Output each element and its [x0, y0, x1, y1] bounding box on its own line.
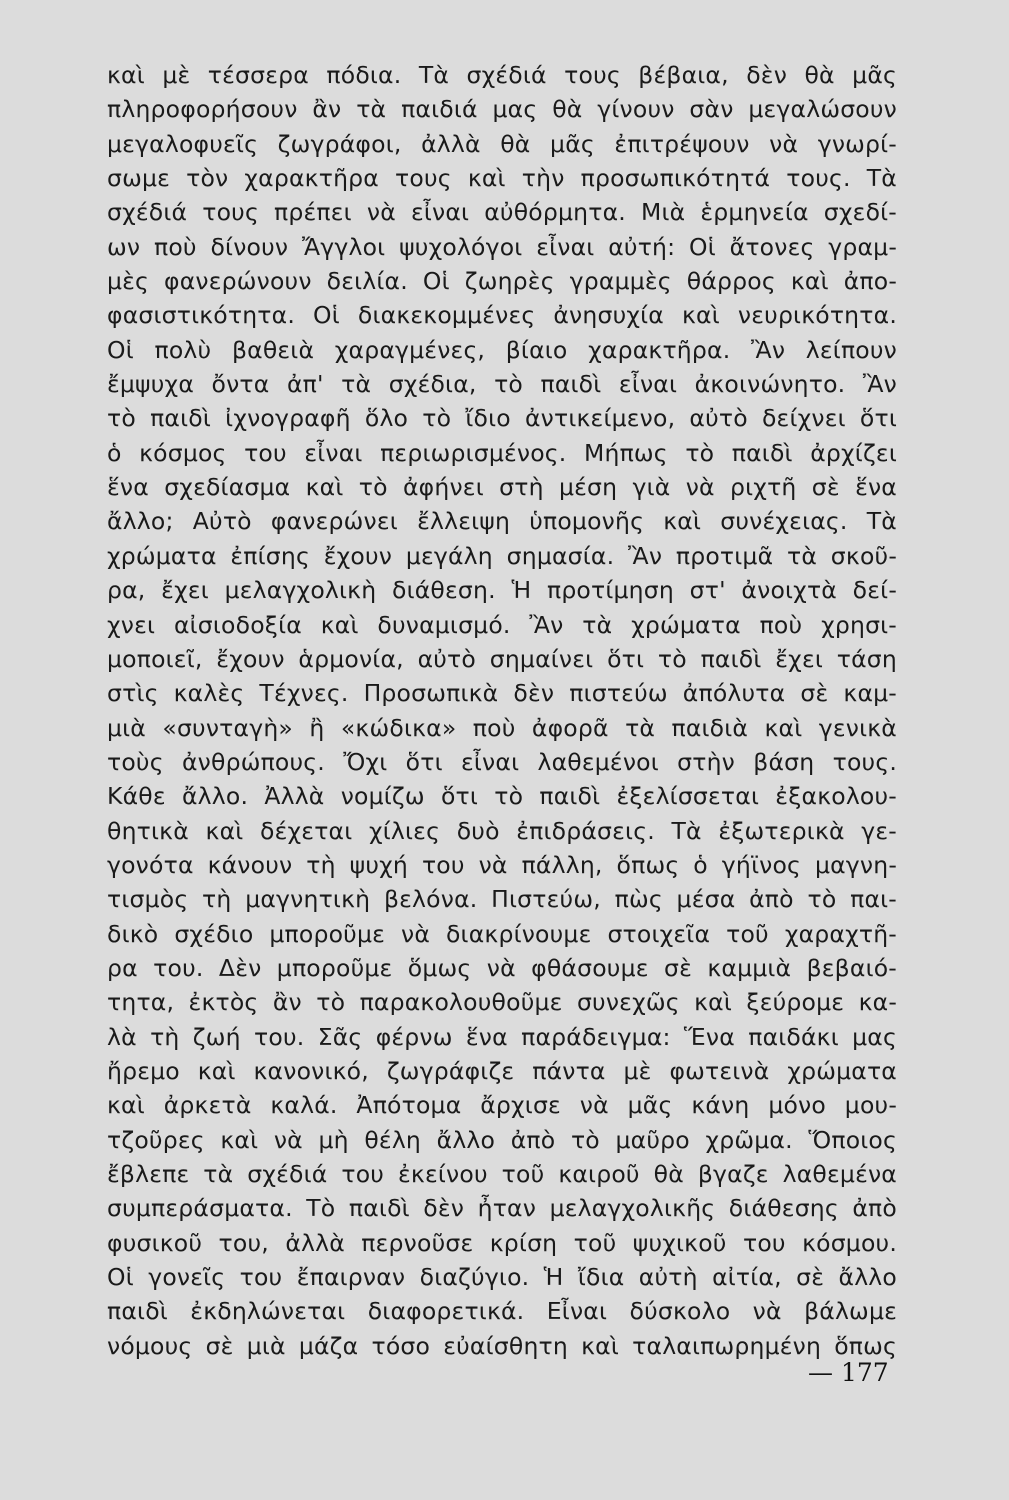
text-line-12: ὁ κόσμος του εἶναι περιωρισμένος. Μήπως τὸ παιδὶ ἀρχίζει: [107, 438, 897, 467]
text-line-15: χρώματα ἐπίσης ἔχουν μεγάλη σημασία. Ἂν προτιμᾶ τὰ σκοῦ-: [107, 541, 897, 570]
text-line-1: καὶ μὲ τέσσερα πόδια. Τὰ σχέδιά τους βέβαια, δὲν θὰ μᾶς: [107, 61, 897, 89]
text-line-38: νόμους σὲ μιὰ μάζα τόσο εὐαίσθητη καὶ ταλαιπωρημένη ὅπως: [107, 1331, 897, 1360]
text-line-25: τισμὸς τὴ μαγνητικὴ βελόνα. Πιστεύω, πὼς μέσα ἀπὸ τὸ παι-: [107, 885, 897, 914]
text-line-35: φυσικοῦ του, ἀλλὰ περνοῦσε κρίση τοῦ ψυχικοῦ του κόσμου.: [107, 1228, 897, 1257]
text-line-7: μὲς φανερώνουν δειλία. Οἱ ζωηρὲς γραμμὲς θάρρος καὶ ἀπο-: [107, 267, 897, 296]
text-line-27: ρα του. Δὲν μποροῦμε ὅμως νὰ φθάσουμε σὲ καμμιὰ βεβαιό-: [107, 953, 897, 982]
text-line-16: ρα, ἔχει μελαγχολικὴ διάθεση. Ἡ προτίμηση στ' ἀνοιχτὰ δεί-: [107, 576, 897, 605]
text-line-19: στὶς καλὲς Τέχνες. Προσωπικὰ δὲν πιστεύω ἀπόλυτα σὲ καμ-: [107, 679, 897, 708]
body-text: [107, 58, 897, 1363]
text-line-30: ἤρεμο καὶ κανονικό, ζωγράφιζε πάντα μὲ φωτεινὰ χρώματα: [107, 1056, 897, 1085]
text-line-20: μιὰ «συνταγὴ» ἢ «κώδικα» ποὺ ἀφορᾶ τὰ παιδιὰ καὶ γενικὰ: [107, 713, 897, 742]
text-line-26: δικὸ σχέδιο μποροῦμε νὰ διακρίνουμε στοιχεῖα τοῦ χαραχτῆ-: [107, 919, 897, 948]
text-line-18: μοποιεῖ, ἔχουν ἁρμονία, αὐτὸ σημαίνει ὅτι τὸ παιδὶ ἔχει τάση: [107, 644, 897, 673]
text-line-10: ἔμψυχα ὄντα ἀπ' τὰ σχέδια, τὸ παιδὶ εἶναι ἀκοινώνητο. Ἂν: [107, 370, 897, 399]
text-line-13: ἕνα σχεδίασμα καὶ τὸ ἀφήνει στὴ μέση γιὰ νὰ ριχτῆ σὲ ἕνα: [107, 473, 897, 502]
text-line-34: συμπεράσματα. Τὸ παιδὶ δὲν ἦταν μελαγχολικῆς διάθεσης ἀπὸ: [107, 1194, 897, 1223]
text-line-8: φασιστικότητα. Οἱ διακεκομμένες ἀνησυχία καὶ νευρικότητα.: [107, 301, 897, 330]
text-line-4: σωμε τὸν χαρακτῆρα τους καὶ τὴν προσωπικότητά τους. Τὰ: [107, 164, 897, 193]
text-line-14: ἄλλο; Αὐτὸ φανερώνει ἔλλειψη ὑπομονῆς καὶ συνέχειας. Τὰ: [107, 507, 897, 536]
text-line-17: χνει αἰσιοδοξία καὶ δυναμισμό. Ἂν τὰ χρώματα ποὺ χρησι-: [107, 610, 897, 639]
text-line-33: ἔβλεπε τὰ σχέδιά του ἐκείνου τοῦ καιροῦ θὰ βγαζε λαθεμένα: [107, 1160, 897, 1188]
text-line-29: λὰ τὴ ζωή του. Σᾶς φέρνω ἕνα παράδειγμα: Ἕνα παιδάκι μας: [107, 1022, 897, 1051]
text-line-6: ων ποὺ δίνουν Ἄγγλοι ψυχολόγοι εἶναι αὐτή: Οἱ ἄτονες γραμ-: [107, 232, 897, 261]
text-line-23: θητικὰ καὶ δέχεται χίλιες δυὸ ἐπιδράσεις. Τὰ ἐξωτερικὰ γε-: [107, 816, 897, 845]
text-line-5: σχέδιά τους πρέπει νὰ εἶναι αὐθόρμητα. Μιὰ ἑρμηνεία σχεδί-: [107, 198, 897, 227]
text-line-31: καὶ ἀρκετὰ καλά. Ἀπότομα ἄρχισε νὰ μᾶς κάνη μόνο μου-: [107, 1091, 897, 1120]
text-line-3: μεγαλοφυεῖς ζωγράφοι, ἀλλὰ θὰ μᾶς ἐπιτρέψουν νὰ γνωρί-: [107, 129, 897, 158]
text-line-2: πληροφορήσουν ἂν τὰ παιδιά μας θὰ γίνουν σὰν μεγαλώσουν: [107, 95, 897, 124]
page-number: — 177: [808, 1358, 889, 1387]
text-line-28: τητα, ἐκτὸς ἂν τὸ παρακολουθοῦμε συνεχῶς καὶ ξεύρομε κα-: [107, 988, 897, 1017]
text-line-9: Οἱ πολὺ βαθειὰ χαραγμένες, βίαιο χαρακτῆρα. Ἂν λείπουν: [107, 335, 897, 364]
text-line-24: γονότα κάνουν τὴ ψυχή του νὰ πάλλη, ὅπως ὁ γήϊνος μαγνη-: [107, 850, 897, 879]
text-line-32: τζοῦρες καὶ νὰ μὴ θέλη ἄλλο ἀπὸ τὸ μαῦρο χρῶμα. Ὅποιος: [107, 1125, 897, 1154]
text-line-21: τοὺς ἀνθρώπους. Ὄχι ὅτι εἶναι λαθεμένοι στὴν βάση τους.: [107, 747, 897, 776]
text-line-22: Κάθε ἄλλο. Ἀλλὰ νομίζω ὅτι τὸ παιδὶ ἐξελίσσεται ἐξακολου-: [107, 782, 897, 811]
text-line-11: τὸ παιδὶ ἰχνογραφῆ ὅλο τὸ ἴδιο ἀντικείμενο, αὐτὸ δείχνει ὅτι: [107, 404, 897, 433]
text-line-37: παιδὶ ἐκδηλώνεται διαφορετικά. Εἶναι δύσκολο νὰ βάλωμε: [107, 1297, 897, 1326]
text-line-36: Οἱ γονεῖς του ἔπαιρναν διαζύγιο. Ἡ ἴδια αὐτὴ αἰτία, σὲ ἄλλο: [107, 1263, 897, 1292]
